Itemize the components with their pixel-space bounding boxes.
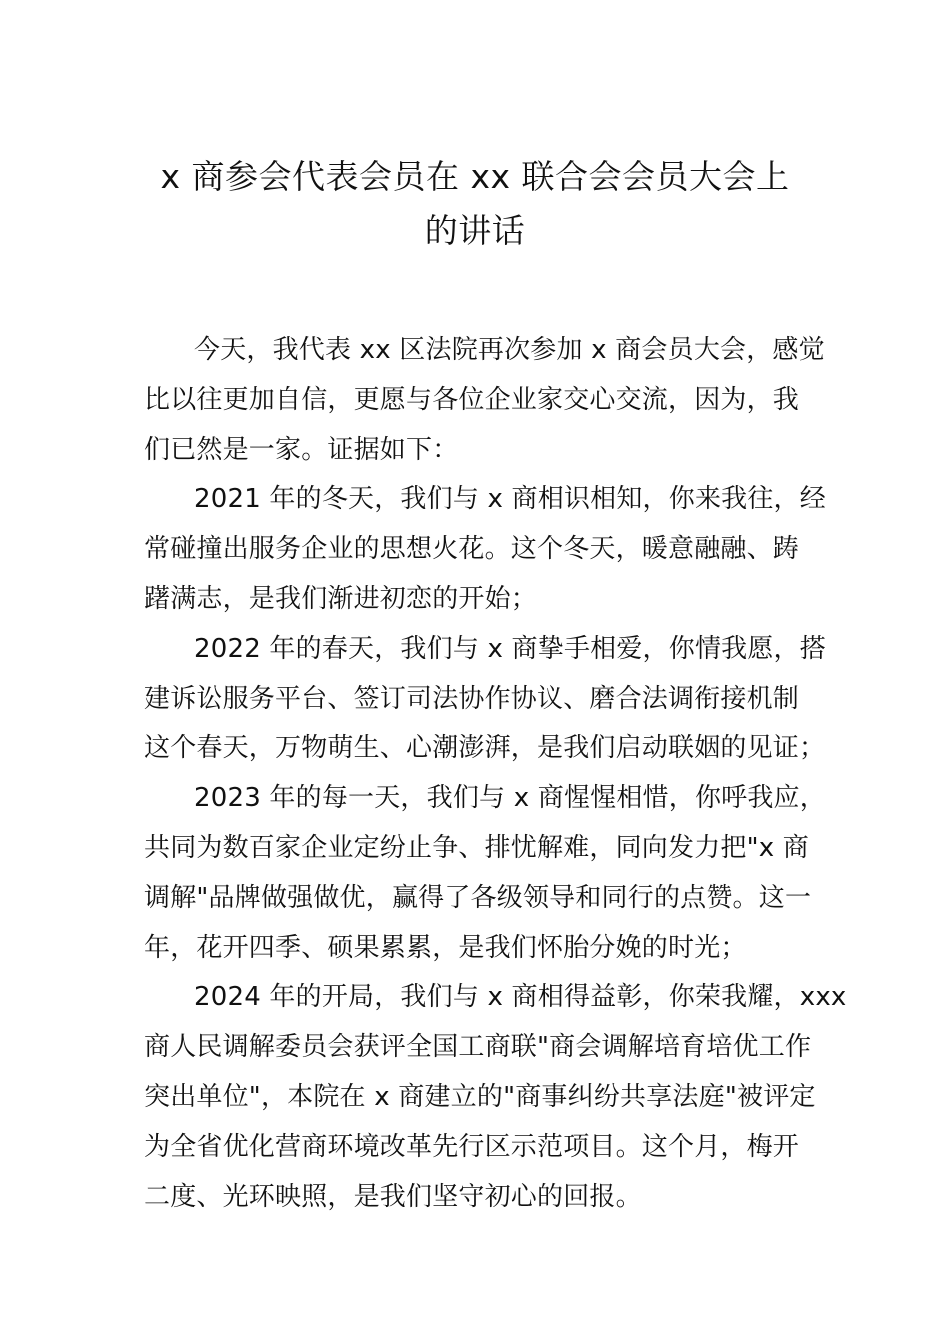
paragraph-line: 比以往更加自信，更愿与各位企业家交心交流，因为，我 [144,384,800,415]
document-body [144,326,847,1222]
paragraph-3 [144,625,826,774]
paragraph-line: 年，花开四季、硕果累累，是我们怀胎分娩的时光； [144,932,747,963]
paragraph-line: 这个春天，万物萌生、心潮澎湃，是我们启动联姻的见证； [144,733,826,764]
paragraph-line: 商人民调解委员会获评全国工商联"商会调解培育培优工作 [144,1032,812,1063]
paragraph-1 [144,326,825,475]
paragraph-line: 2023 年的每一天，我们与 x 商惺惺相惜，你呼我应， [194,783,826,814]
paragraph-line: 躇满志，是我们渐进初恋的开始； [144,583,538,614]
paragraph-line: 为全省优化营商环境改革先行区示范项目。这个月，梅开 [144,1131,800,1162]
paragraph-line: 们已然是一家。证据如下： [144,434,459,465]
paragraph-5 [144,973,847,1222]
paragraph-2 [144,475,826,624]
paragraph-line: 建诉讼服务平台、签订司法协作协议、磨合法调衔接机制 [144,683,800,714]
paragraph-line: 2024 年的开局，我们与 x 商相得益彰，你荣我耀，xxx [194,982,847,1013]
paragraph-line: 二度、光环映照，是我们坚守初心的回报。 [144,1181,642,1212]
paragraph-line: 今天，我代表 xx 区法院再次参加 x 商会员大会，感觉 [194,335,825,365]
paragraph-line: 2021 年的冬天，我们与 x 商相识相知，你来我往，经 [194,484,826,515]
document-title [130,150,820,258]
paragraph-line: 常碰撞出服务企业的思想火花。这个冬天，暖意融融、踌 [144,534,800,565]
paragraph-line: 2022 年的春天，我们与 x 商挚手相爱，你情我愿，搭 [194,633,826,664]
title-line-1: x 商参会代表会员在 xx 联合会会员大会上 [160,157,790,196]
paragraph-line: 突出单位"，本院在 x 商建立的"商事纠纷共享法庭"被评定 [144,1081,816,1112]
paragraph-line: 共同为数百家企业定纷止争、排忧解难，同向发力把"x 商 [144,832,810,863]
title-line-2: 的讲话 [424,211,526,250]
paragraph-4 [144,774,826,973]
paragraph-line: 调解"品牌做强做优，赢得了各级领导和同行的点赞。这一 [144,882,812,913]
